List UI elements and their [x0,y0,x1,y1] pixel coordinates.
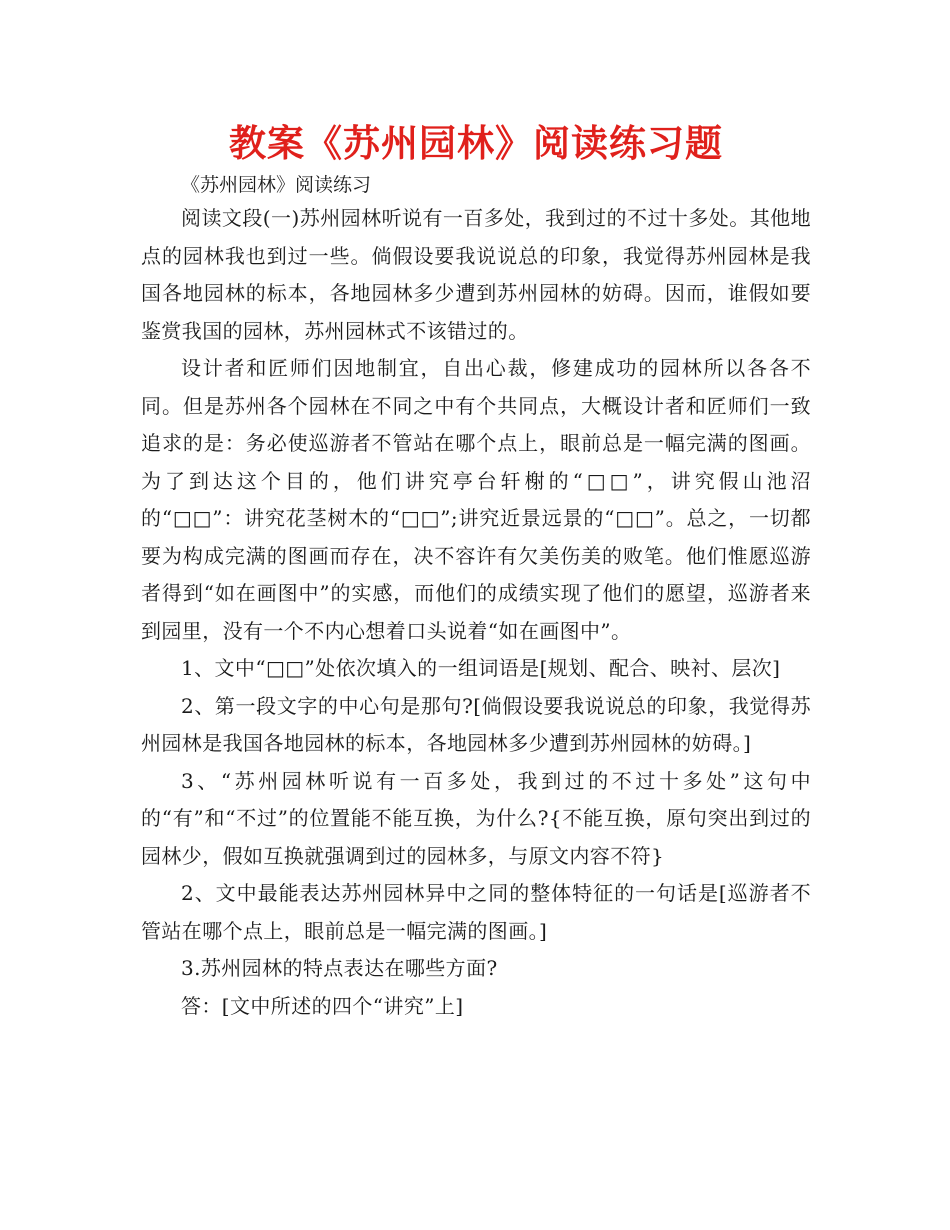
paragraph-passage-2: 设计者和匠师们因地制宜，自出心裁，修建成功的园林所以各各不同。但是苏州各个园林在不同之中有个共同点，大概设计者和匠师们一致追求的是：务必使巡游者不管站在哪个点上，眼前总是一幅完满的图画。为了到达这个目的，他们讲究亭台轩榭的“□□”，讲究假山池沼的“□□”：讲究花茎树木的“□□”;讲究近景远景的“□□”。总之，一切都要为构成完满的图画而存在，决不容许有欠美伤美的败笔。他们惟愿巡游者得到“如在画图中”的实感，而他们的成绩实现了他们的愿望，巡游者来到园里，没有一个不内心想着口头说着“如在画图中”。 [141,356,811,643]
question-2b: 2、文中最能表达苏州园林异中之同的整体特征的一句话是[巡游者不管站在哪个点上，眼前总是一幅完满的图画。] [141,881,811,943]
document-title: 教案《苏州园林》阅读练习题 [229,122,723,165]
document-page [141,118,811,1025]
document-subtitle: 《苏州园林》阅读练习 [181,174,372,196]
question-1: 1、文中“□□”处依次填入的一组词语是[规划、配合、映衬、层次] [181,656,781,680]
answer-3b: 答：[文中所述的四个“讲究”上] [181,993,464,1018]
paragraph-passage-1: 阅读文段(一)苏州园林听说有一百多处，我到过的不过十多处。其他地点的园林我也到过一些。倘假设要我说说总的印象，我觉得苏州园林是我国各地园林的标本，各地园林多少遭到苏州园林的妨碍。因而，谁假如要鉴赏我国的园林，苏州园林式不该错过的。 [141,206,811,343]
question-3: 3、“苏州园林听说有一百多处，我到过的不过十多处”这句中的“有”和“不过”的位置能不能互换，为什么?{不能互换，原句突出到过的园林少，假如互换就强调到过的园林多，与原文内容不符} [141,768,811,868]
question-3b: 3.苏州园林的特点表达在哪些方面? [181,956,498,980]
question-2: 2、第一段文字的中心句是那句?[倘假设要我说说总的印象，我觉得苏州园林是我国各地园林的标本，各地园林多少遭到苏州园林的妨碍。] [141,693,811,755]
